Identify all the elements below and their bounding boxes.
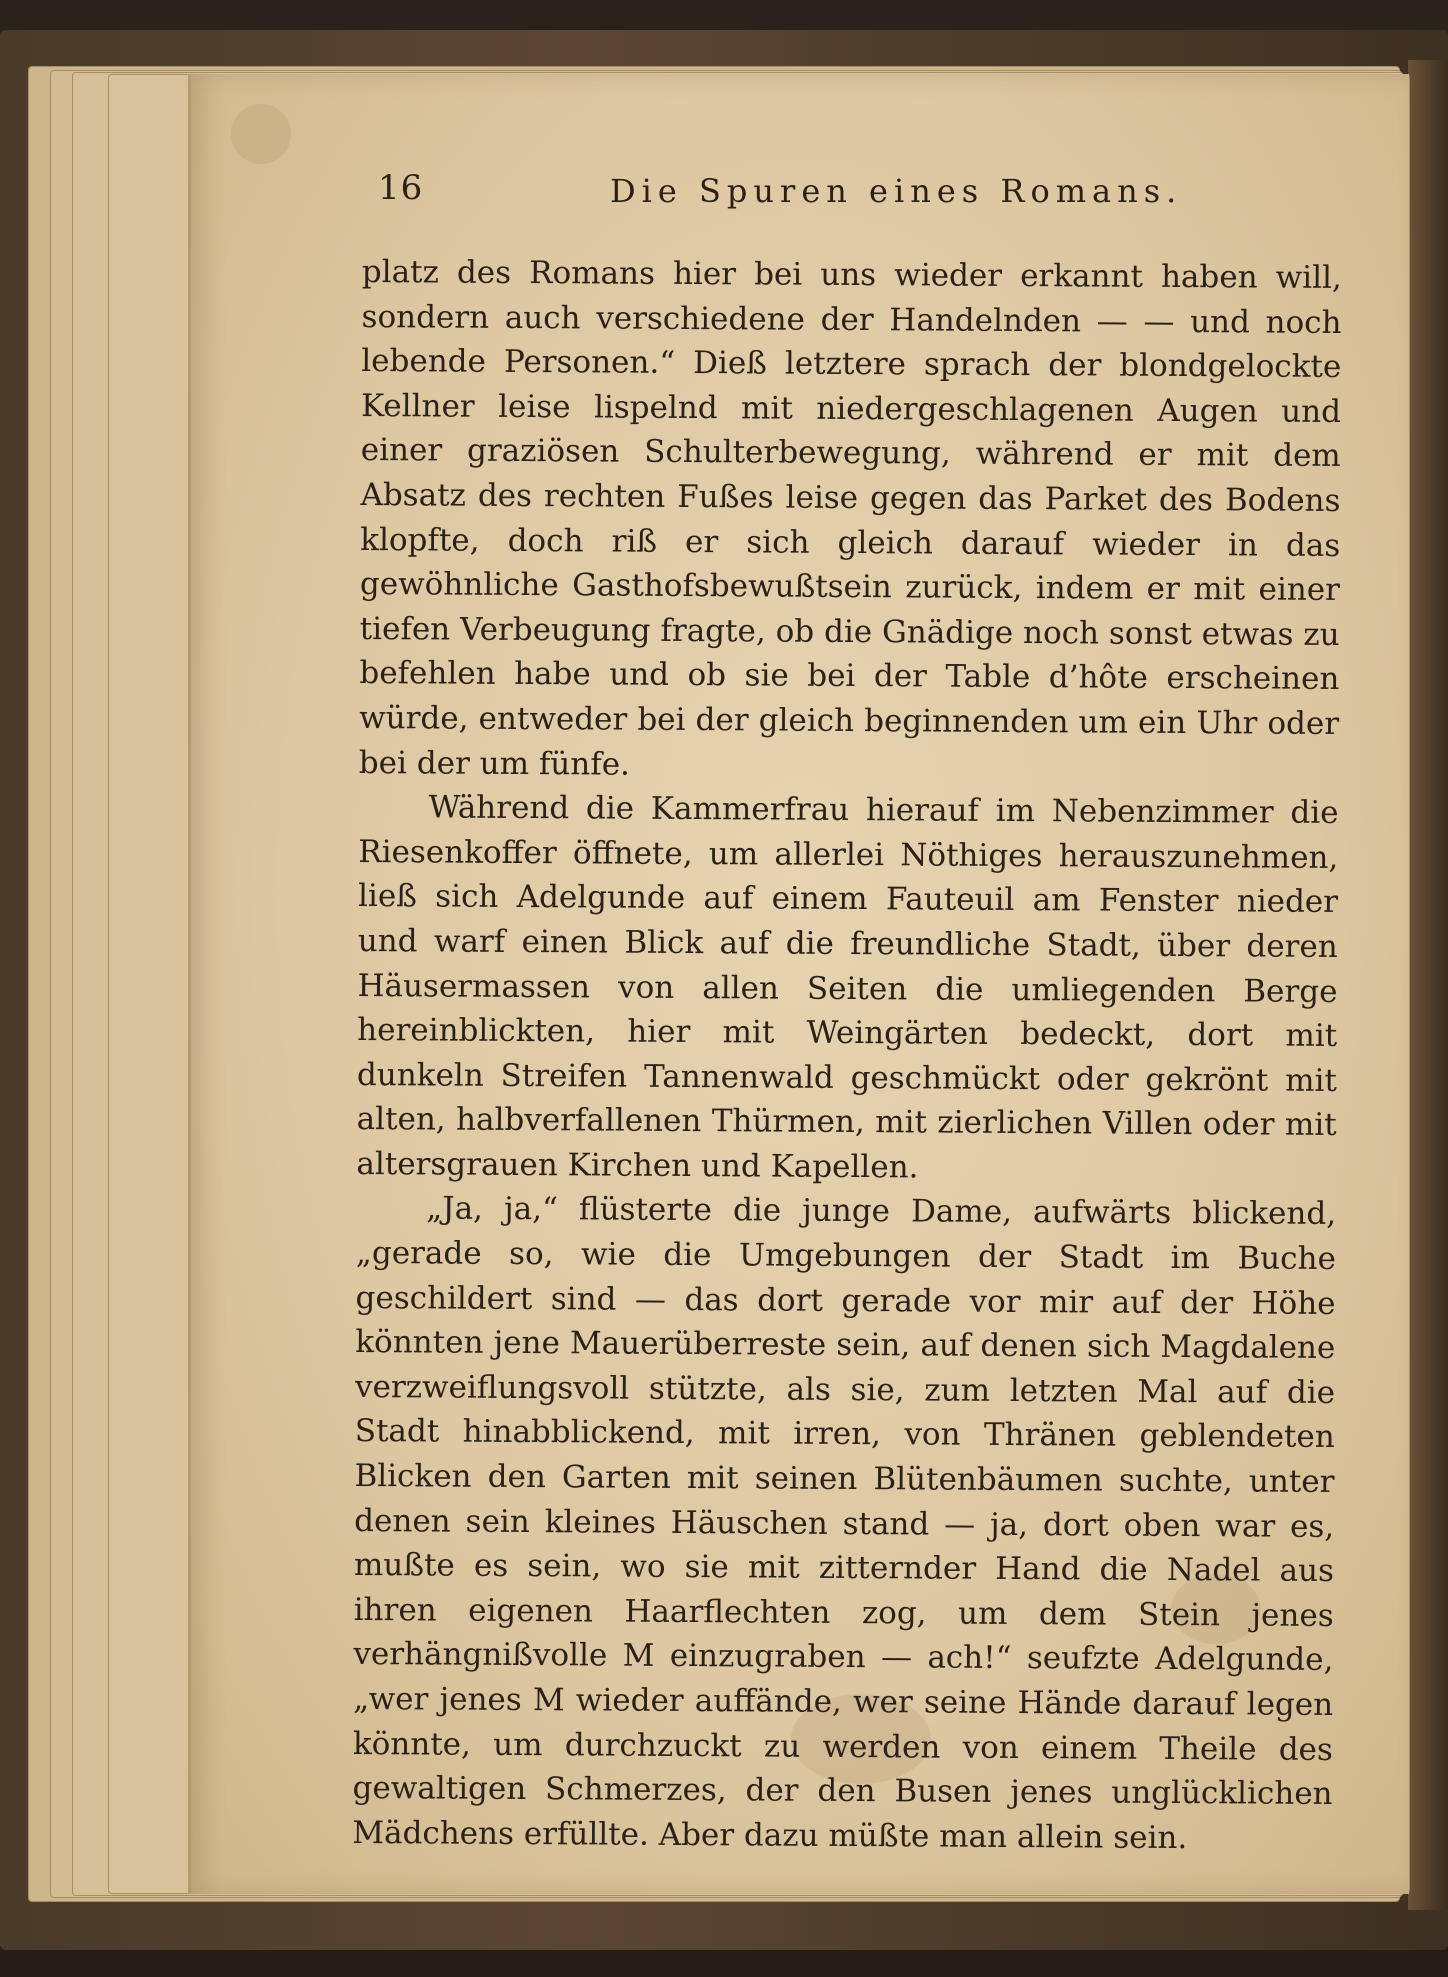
paragraph: „Ja, ja,“ flüsterte die junge Dame, aufwärts blickend, „gerade so, wie die Umgebungen der Stadt im Buche geschildert sind — das dort gerade vor mir auf der Höhe könnten jene Mauerüberreste sein, auf denen sich Magdalene verzweiflungsvoll stützte, als sie, zum letzten Mal auf die Stadt hinabblickend, mit irren, von Thränen geblendeten Blicken den Garten mit seinen Blütenbäumen suchte, unter denen sein kleines Häuschen stand — ja, dort oben war es, mußte es sein, wo sie mit zitternder Hand die Nadel aus ihren eigenen Haarflechten zog, um dem Stein jenes verhängnißvolle M einzugraben — ach!“ seufzte Adelgunde, „wer jenes M wieder auffände, wer seine Hände darauf legen könnte, um durchzuckt zu werden von einem Theile des gewaltigen Schmerzes, der den Busen jenes unglücklichen Mädchens erfüllte. Aber dazu müßte man allein sein. [352, 1190, 1337, 1856]
paragraph: Während die Kammerfrau hierauf im Nebenzimmer die Riesenkoffer öffnete, um allerlei Nöthiges herauszunehmen, ließ sich Adelgunde auf einem Fauteuil am Fenster nieder und warf einen Blick auf die freundliche Stadt, über deren Häusermassen von allen Seiten die umliegenden Berge hereinblickten, hier mit Weingärten bedeckt, dort mit dunkeln Streifen Tannenwald geschmückt oder gekrönt mit alten, halbverfallenen Thürmen, mit zierlichen Villen oder mit altersgrauen Kirchen und Kapellen. [356, 789, 1339, 1186]
page-number: 16 [378, 168, 424, 208]
paper-stain [231, 104, 291, 164]
paragraph: platz des Romans hier bei uns wieder erkannt haben will, sondern auch verschiedene der Handelnden — — und noch lebende Personen.“ Dieß letztere sprach der blondgelockte Kellner leise lispelnd mit niedergeschlagenen Augen und einer graziösen Schulterbewegung, während er mit dem Absatz des rechten Fußes leise gegen das Parket des Bodens klopfte, doch riß er sich gleich darauf wieder in das gewöhnliche Gasthofsbewußtsein zurück, indem er mit einer tiefen Verbeugung fragte, ob die Gnädige noch sonst etwas zu befehlen habe und ob sie bei der Table d’hôte erscheinen würde, entweder bei der gleich beginnenden um ein Uhr oder bei der um fünfe. [358, 253, 1342, 783]
body-text [352, 250, 1342, 1861]
book-spine-edge [1408, 60, 1448, 1910]
running-title: Die Spuren eines Romans. [610, 172, 1183, 210]
